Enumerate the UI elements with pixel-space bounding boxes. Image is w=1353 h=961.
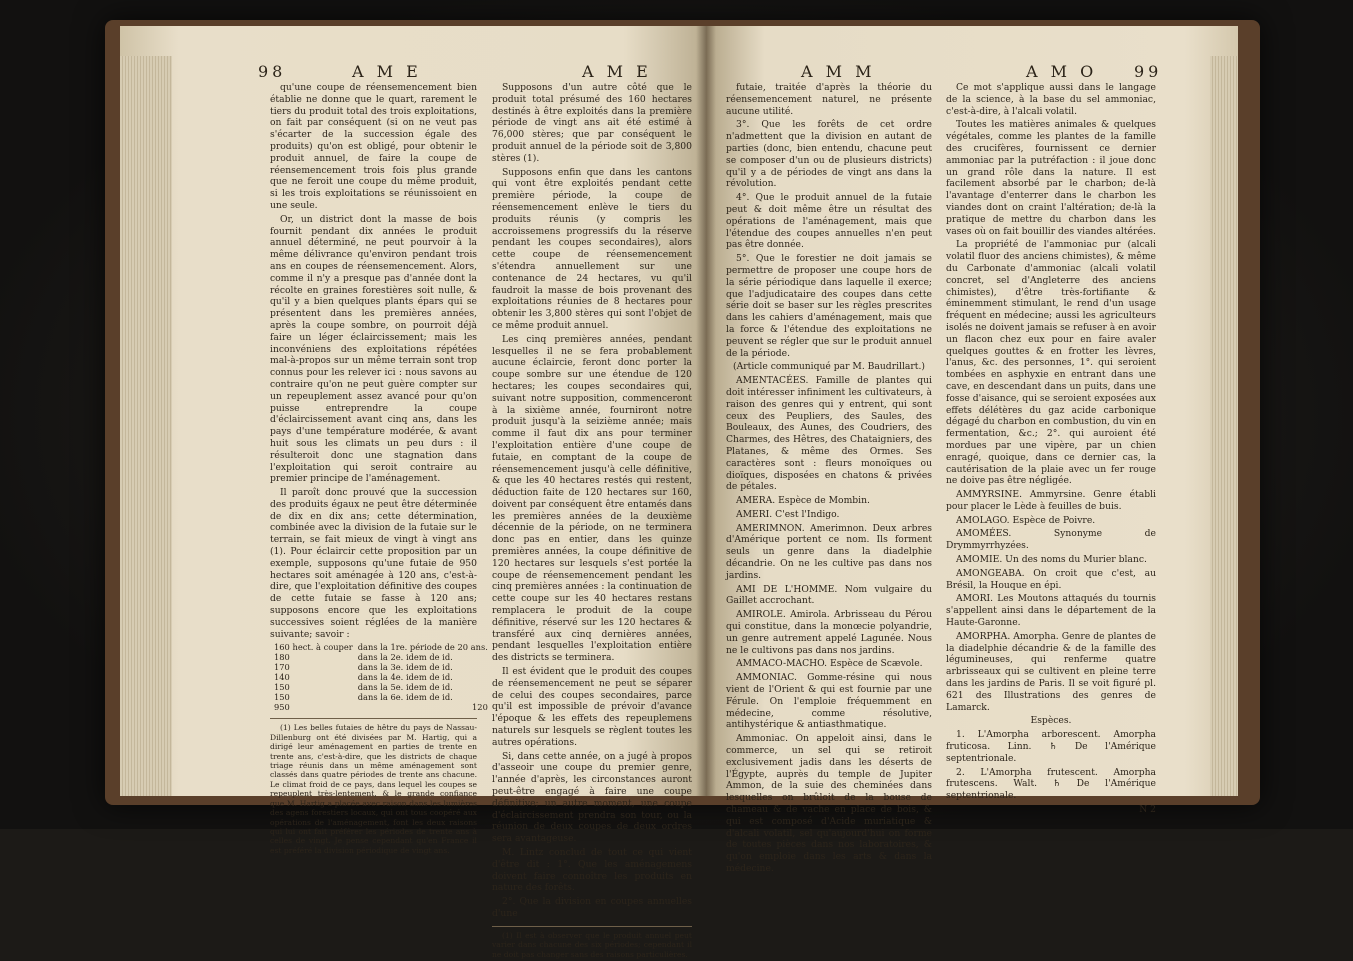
dictionary-entry: AMMACO-MACHO. Espèce de Scævole. [736, 658, 923, 670]
left-page [120, 26, 706, 959]
table-cell: dans la 4e. idem de id. [357, 672, 453, 683]
right-column-1 [726, 82, 932, 877]
right-page-number: 99 [1134, 62, 1163, 81]
table-cell: dans la 1re. période de 20 ans. [357, 642, 488, 653]
dictionary-entry: AMOMIE. Un des noms du Murier blanc. [956, 554, 1147, 566]
paragraph: 5°. Que le forestier ne doit jamais se permettre de proposer une coupe hors de la série périodique dans laquelle il exerce; que l'adjudicataire des coupes dans cette série doit se baser sur les règles prescrites dans les cahiers d'aménagement, mais que la force & l'étendue des exploitations ne peuvent se régler que sur le produit annuel de la période. [726, 253, 932, 359]
dictionary-entry: Ammoniac. On appeloit ainsi, dans le commerce, un sel qui se retiroit exclusivement jadis dans les déserts de l'Égypte, auprès du temple de Jupiter Ammon, de la suie des cheminées dans lesquelles on brûloit de la bouse de chameau & de vache en place de bois, & qui est composé d'Acide muriatique & d'alcali volatil, sel qu'aujourd'hui on forme de toutes pièces dans nos laboratoires, & qu'on emploie dans les arts & dans la médecine. [726, 733, 932, 874]
paragraph: Les cinq premières années, pendant lesquelles il ne se fera probablement aucune éclaircie, feront donc porter la coupe sombre sur une étendue de 120 hectares; les coupes secondaires qui, suivant notre supposition, commenceront à la sixième année, fourniront notre produit jusqu'à la seizième année; mais comme il faut dix ans pour terminer l'exploitation entière d'une coupe de futaie, en comptant de la coupe de réensemencement jusqu'à celle définitive, & que les 40 hectares restés qui restent, déduction faite de 120 hectares sur 160, doivent par conséquent être entamés dans les premières années de la deuxième décennie de la période, on ne terminera donc pas en entier, dans les quinze premières années, la coupe définitive de 120 hectares sur lesquels s'est portée la coupe de réensemencement pendant les cinq premières années : la continuation de cette coupe sur les 40 hectares restans remplacera le produit de la coupe définitive, réservé sur les 120 hectares & transféré aux cinq dernières années, pendant lesquelles l'exploitation entière des districts se terminera. [492, 333, 692, 664]
left-page-number: 98 [258, 62, 287, 81]
table-total: 950 [274, 702, 290, 713]
table-row [274, 642, 493, 652]
dictionary-entry: AMI DE L'HOMME. Nom vulgaire du Gaillet accrochant. [726, 583, 932, 607]
paragraph: Si, dans cette année, on a jugé à propos d'asseoir une coupe du premier genre, l'année d'après, les circonstances auront peut-être engagé à faire une coupe définitive; un autre moment, une coupe d'éclaircissement prendra son tour, ou la réunion de deux coupes de deux ordres sera avantageuse. [492, 750, 692, 845]
table-cell: 150 [274, 682, 290, 693]
footnote: (1) Les belles futaies de hêtre du pays de Nassau-Dillenburg ont été divisées par M. Hartig, qui a dirigé leur aménagement en parties de trente en trente ans, c'est-à-dire, que les districts de chaque triage réunis dans un même aménagement sont classés dans quatre périodes de trente ans chacune. Le climat froid de ce pays, dans lequel les coupes se repeuplent très-lentement, & le grande confiance que M. Hartig a placée avec raison dans les lumières des agens forestiers locaux, qui ont tous coopéré aux opérations de l'aménagement, font les deux raisons qui lui ont fait préférer les périodes de trente ans à celles de vingt. Je pense cependant qu'en France il est préféré la division périodique de vingt ans. [270, 718, 477, 855]
table-cell: dans la 2e. idem de id. [357, 652, 453, 663]
right-page [706, 26, 1238, 874]
species-entry: 2. L'Amorpha frutescent. Amorpha frutescens. Walt. ♄ De l'Amérique septentrionale. [946, 766, 1156, 802]
table-row [274, 662, 493, 672]
paragraph: La propriété de l'ammoniac pur (alcali volatil fluor des anciens chimistes), & même du Carbonate d'ammoniac (alcali volatil concret, sel d'Angleterre des anciens chimistes), d'être très-fortifiante & éminemment stimulant, le rend d'un usage fréquent en médecine; aussi les agriculteurs isolés ne doivent jamais se refuser à en avoir un flacon chez eux pour en faire avaler quelques gouttes & en frotter les lèvres, l'anus, &c. des personnes, 1°. qui seroient tombées en asphyxie en entrant dans une cave, en descendant dans un puits, dans une fosse d'aisance, qui se seroient exposées aux effets délétères du gaz acide carbonique dégagé du charbon en combustion, du vin en fermentation, &c.; 2°. qui auroient été mordues par une vipère, par un chien enragé, quoique, dans ce dernier cas, la cautérisation de la plaie avec un fer rouge ne doive pas être négligée. [946, 239, 1156, 487]
table-cell: dans la 6e. idem de id. [357, 692, 453, 703]
paragraph: qu'une coupe de réensemencement bien établie ne donne que le quart, rarement le tiers du produit total des trois exploitations, on fait par conséquent (si on ne veut pas s'écarter de la succession égale des produits) qu'on est obligé, pour obtenir le produit annuel, de faire la coupe de réensemencement trois fois plus grande que ne feroit une coupe du même produit, si les trois exploitations se réunissoient en une seule. [270, 82, 477, 211]
table-total-row [274, 702, 493, 712]
paragraph: M. Lintz conclud de tout ce qui vient d'être dit : 1°. Que les aménagemens doivent faire connoître les produits en nature des forêts. [492, 847, 692, 894]
table-cell: 180 [274, 652, 290, 663]
dictionary-entry: AMERI. C'est l'Indigo. [736, 508, 840, 520]
dictionary-entry: AMONGEABA. On croit que c'est, au Brésil, la Houque en épi. [946, 567, 1156, 591]
table-cell: 140 [274, 672, 290, 683]
paragraph: 4°. Que le produit annuel de la futaie peut & doit même être un résultat des opérations de l'aménagement, mais que l'étendue des coupes annuelles n'en peut pas être donnée. [726, 192, 932, 251]
footnote: (1) Il est à observer que le produit annuel peut varier dans chacune des six périodes; cependant il ne doit pas changer sans des raisons particulières. [492, 926, 692, 959]
table-row [274, 692, 493, 702]
signature-mark: N 2 [1139, 804, 1156, 816]
table-cell: 170 [274, 662, 290, 673]
left-column-1 [270, 82, 488, 857]
table-cell: dans la 3e. idem de id. [357, 662, 453, 673]
paragraph: Supposons enfin que dans les cantons qui vont être exploités pendant cette première période, la coupe de réensemencement enlève le tiers du produits réunis (y compris les accroissemens progressifs du la réserve pendant les coupes secondaires), alors cette coupe de réensemencement s'étendra annuellement sur une contenance de 24 hectares, vu qu'il faudroit la masse de bois provenant des exploitations réunies de 8 hectares pour obtenir les 3,800 stères qui sont l'objet de ce même produit annuel. [492, 166, 692, 331]
paragraph: futaie, traitée d'après la théorie du réensemencement naturel, ne présente aucune utilité. [726, 82, 932, 117]
paragraph: Ce mot s'applique aussi dans le langage de la science, à la base du sel ammoniac, c'est-à-dire, à l'alcali volatil. [946, 82, 1156, 117]
right-col1-header: A M M [801, 62, 876, 81]
dictionary-entry: AMERA. Espèce de Mombin. [736, 495, 870, 507]
dictionary-entry: AMORPHA. Amorpha. Genre de plantes de la diadelphie décandrie & de la famille des légumineuses, qui renferme quatre arbrisseaux qui se cultivent en pleine terre dans les jardins de Paris. Il se voit figuré pl. 621 des Illustrations des genres de Lamarck. [946, 630, 1156, 713]
right-col2-header: A M O [1026, 62, 1098, 81]
left-col2-header: A M E [582, 62, 652, 81]
article-attribution: (Article communiqué par M. Baudrillart.) [733, 361, 925, 373]
book-gutter [696, 26, 716, 796]
open-book [120, 26, 1238, 959]
right-column-2 [946, 82, 1156, 818]
dictionary-entry: AMOLAGO. Espèce de Poivre. [956, 514, 1096, 526]
dictionary-entry: AMIROLE. Amirola. Arbrisseau du Pérou qui constitue, dans la monœcie polyandrie, un genre autrement appelé Lagunée. Nous ne le cultivons pas dans nos jardins. [726, 609, 932, 656]
dictionary-entry: AMERIMNON. Amerimnon. Deux arbres d'Amérique portent ce nom. Ils forment seuls un genre dans la diadelphie décandrie. On ne les cultive pas dans nos jardins. [726, 522, 932, 581]
table-cell: dans la 5e. idem de id. [357, 682, 453, 693]
page-edges-left [120, 56, 172, 796]
paragraph: 2°. Que la division en coupes annuelles d'une [492, 896, 692, 919]
paragraph: Supposons d'un autre côté que le produit total présumé des 160 hectares destinés à être exploités dans la première période de vingt ans ait été estimé à 76,000 stères; que par conséquent le produit annuel de la période soit de 3,800 stères (1). [492, 82, 692, 164]
page-edges-right [1210, 56, 1238, 796]
dictionary-entry: AMENTACÉES. Famille de plantes qui doit intéresser infiniment les cultivateurs, à raison des genres qui y entrent, qui sont ceux des Peupliers, des Saules, des Bouleaux, des Aunes, des Coudriers, des Charmes, des Hêtres, des Chataigniers, des Platanes, & même des Ormes. Ses caractères sont : fleurs monoïques ou dioïques, disposées en chatons & privées de pétales. [726, 375, 932, 493]
dictionary-entry: AMORI. Les Moutons attaqués du tournis s'appellent ainsi dans le département de la Haute-Garonne. [946, 593, 1156, 629]
paragraph: Or, un district dont la masse de bois fournit pendant dix années le produit annuel déterminé, ne peut pourvoir à la même délivrance qu'environ pendant trois ans en coupes de réensemencement. Alors, comme il n'y a presque pas d'année dont la récolte en graines forestières soit nulle, & qu'il y a bien quelques plants épars qui se présentent dans les premières années, après la coupe sombre, on pourroit déjà faire un léger éclaircissement; mais les inconvéniens des exploitations répétées mal-à-propos sur un même terrain sont trop connus pour les relever ici : nous savons au contraire qu'on ne peut guère compter sur un repeuplement assez avancé pour qu'on puisse entreprendre la coupe d'éclaircissement avant cinq ans, dans les pays d'une température modérée, & avant huit sous les climats un peu durs : il résulteroit donc une stagnation dans l'exploitation qui seroit contraire au premier principe de l'aménagement. [270, 213, 477, 485]
table-row [274, 682, 493, 692]
table-row [274, 672, 493, 682]
paragraph: Il paroît donc prouvé que la succession des produits égaux ne peut être déterminée de dix en dix ans; cette détermination, combinée avec la division de la futaie sur le terrain, se fait mieux de vingt à vingt ans (1). Pour éclaircir cette proposition par un exemple, supposons qu'une futaie de 950 hectares soit aménagée à 120 ans, c'est-à-dire, que l'exploitation définitive des coupes de cette futaie se fasse à 120 ans; supposons encore que les exploitations successives soient réglées de la manière suivante; savoir : [270, 487, 477, 640]
paragraph: 3°. Que les forêts de cet ordre n'admettent que la division en autant de parties (donc, bien entendu, chacune peut se composer d'un ou de plusieurs districts) qu'il y a de périodes de vingt ans dans la révolution. [726, 119, 932, 190]
dictionary-entry: AMMYRSINE. Ammyrsine. Genre établi pour placer le Lède à feuilles de buis. [946, 489, 1156, 512]
table-cell: 150 [274, 692, 290, 703]
species-entry: 1. L'Amorpha arborescent. Amorpha fruticosa. Linn. ♄ De l'Amérique septentrionale. [946, 729, 1156, 764]
section-heading: Espèces. [1030, 715, 1072, 727]
left-column-2 [492, 82, 692, 961]
table-total-years: 120 [472, 702, 488, 713]
table-row [274, 652, 493, 662]
paragraph: Toutes les matières animales & quelques végétales, comme les plantes de la famille des crucifères, fournissent ce dernier ammoniac par la putréfaction : il joue donc un grand rôle dans la nature. Il est facilement absorbé par le charbon; de-là l'avantage d'enterrer dans le charbon les viandes dont on craint l'altération; de-là la pratique de mettre du charbon dans les vases où on fait bouillir des viandes altérées. [946, 119, 1156, 237]
left-col1-header: A M E [352, 62, 422, 81]
table-cell: 160 hect. à couper [274, 642, 353, 653]
paragraph: Il est évident que le produit des coupes de réensemencement ne peut se séparer de celui des coupes secondaires, parce qu'il est impossible de prévoir d'avance l'époque & les effets des repeuplemens naturels sur lesquels se règlent toutes les autres opérations. [492, 666, 692, 748]
coupe-table [274, 642, 493, 712]
dictionary-entry: AMOMÉES. Synonyme de Drymmyrrhyzées. [946, 528, 1156, 552]
dictionary-entry: AMMONIAC. Gomme-résine qui nous vient de l'Orient & qui est fournie par une Férule. On l'emploie fréquemment en médecine, comme résolutive, antihystérique & antiasthmatique. [726, 672, 932, 731]
